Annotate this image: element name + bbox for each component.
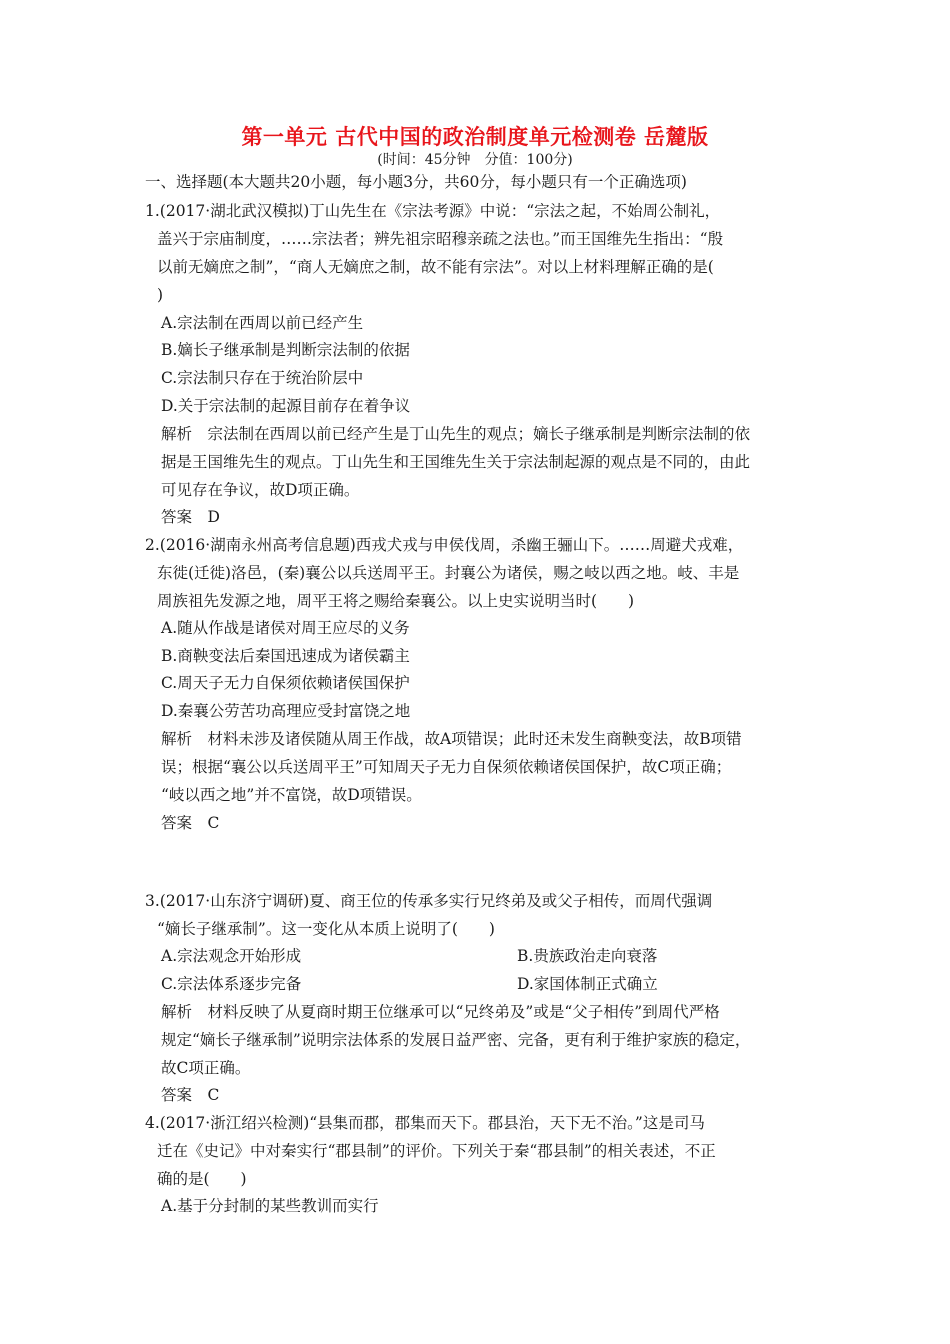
q3-option-b: B.贵族政治走向衰落: [517, 947, 658, 965]
q2-answer: 答案 C: [161, 814, 220, 832]
q2-stem-line: 2.(2016·湖南永州高考信息题)西戎犬戎与申侯伐周，杀幽王骊山下。……周避犬戎难，: [145, 536, 744, 554]
q2-option-b: B.商鞅变法后秦国迅速成为诸侯霸主: [161, 647, 410, 665]
q2-stem-line: 东徙(迁徙)洛邑，(秦)襄公以兵送周平王。封襄公为诸侯，赐之岐以西之地。岐、丰是: [157, 564, 740, 582]
document-subtitle: (时间：45分钟 分值：100分): [377, 152, 573, 168]
q1-answer: 答案 D: [161, 508, 220, 526]
document-title: 第一单元 古代中国的政治制度单元检测卷 岳麓版: [241, 124, 709, 149]
q2-analysis-line: “岐以西之地”并不富饶，故D项错误。: [161, 786, 422, 804]
q1-option-c: C.宗法制只存在于统治阶层中: [161, 369, 364, 387]
q3-analysis-line: 解析 材料反映了从夏商时期王位继承可以“兄终弟及”或是“父子相传”到周代严格: [161, 1003, 720, 1021]
q2-analysis-line: 误；根据“襄公以兵送周平王”可知周天子无力自保须依赖诸侯国保护，故C项正确；: [161, 758, 732, 776]
q2-analysis-line: 解析 材料未涉及诸侯随从周王作战，故A项错误；此时还未发生商鞅变法，故B项错: [161, 730, 742, 748]
q1-option-b: B.嫡长子继承制是判断宗法制的依据: [161, 341, 410, 359]
section-heading: 一、选择题(本大题共20小题，每小题3分，共60分，每小题只有一个正确选项): [145, 173, 687, 191]
q4-stem-line: 4.(2017·浙江绍兴检测)“县集而郡，郡集而天下。郡县治，天下无不治。”这是司马: [145, 1114, 705, 1132]
q3-stem-line: 3.(2017·山东济宁调研)夏、商王位的传承多实行兄终弟及或父子相传，而周代强调: [145, 892, 713, 910]
q4-stem-line: 确的是( ): [157, 1170, 247, 1188]
q1-analysis-line: 据是王国维先生的观点。丁山先生和王国维先生关于宗法制起源的观点是不同的，由此: [161, 453, 751, 471]
q4-option-a: A.基于分封制的某些教训而实行: [161, 1197, 379, 1215]
q3-answer: 答案 C: [161, 1086, 220, 1104]
q3-stem-line: “嫡长子继承制”。这一变化从本质上说明了( ): [157, 920, 495, 938]
q1-stem-line: ): [157, 286, 164, 304]
q1-analysis-line: 可见存在争议，故D项正确。: [161, 481, 360, 499]
q2-stem-line: 周族祖先发源之地，周平王将之赐给秦襄公。以上史实说明当时( ): [157, 592, 635, 610]
q3-option-c: C.宗法体系逐步完备: [161, 975, 302, 993]
q3-analysis-line: 规定“嫡长子继承制”说明宗法体系的发展日益严密、完备，更有利于维护家族的稳定，: [161, 1031, 751, 1049]
q1-option-a: A.宗法制在西周以前已经产生: [161, 314, 364, 332]
q2-option-a: A.随从作战是诸侯对周王应尽的义务: [161, 619, 410, 637]
q2-option-c: C.周天子无力自保须依赖诸侯国保护: [161, 674, 410, 692]
q1-stem-line: 1.(2017·湖北武汉模拟)丁山先生在《宗法考源》中说：“宗法之起，不始周公制礼，: [145, 202, 721, 220]
q1-stem-line: 盖兴于宗庙制度，……宗法者；辨先祖宗昭穆亲疏之法也。”而王国维先生指出：“殷: [157, 230, 724, 248]
q3-option-d: D.家国体制正式确立: [517, 975, 658, 993]
q1-option-d: D.关于宗法制的起源目前存在着争议: [161, 397, 411, 415]
q1-analysis-line: 解析 宗法制在西周以前已经产生是丁山先生的观点；嫡长子继承制是判断宗法制的依: [161, 425, 751, 443]
q3-option-a: A.宗法观念开始形成: [161, 947, 302, 965]
q1-stem-line: 以前无嫡庶之制”，“商人无嫡庶之制，故不能有宗法”。对以上材料理解正确的是(: [157, 258, 714, 276]
q4-stem-line: 迁在《史记》中对秦实行“郡县制”的评价。下列关于秦“郡县制”的相关表述，不正: [157, 1142, 716, 1160]
q2-option-d: D.秦襄公劳苦功高理应受封富饶之地: [161, 702, 411, 720]
q3-analysis-line: 故C项正确。: [161, 1059, 251, 1077]
